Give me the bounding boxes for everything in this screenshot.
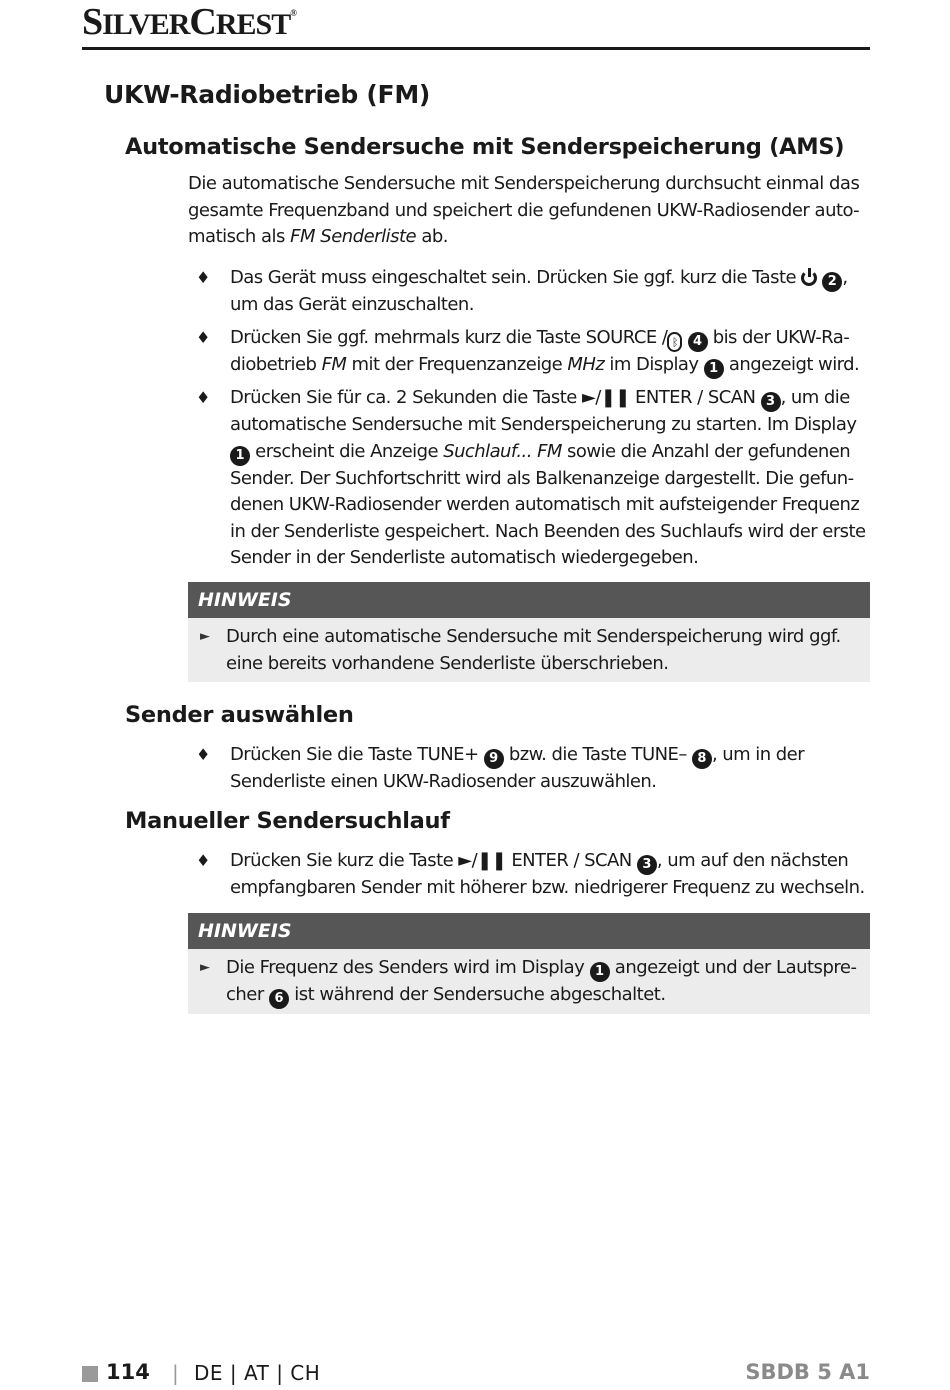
country-codes: DE | AT | CH <box>194 1361 321 1385</box>
list-item: ♦ Drücken Sie ggf. mehrmals kurz die Taste SOURCE / ᛒ 4 bis der UKW-Radiobetrieb FM mit der Frequenzanzeige MHz im Display 1 angezeigt wird. <box>196 325 871 379</box>
footer-separator: | <box>172 1361 179 1385</box>
list-item: ♦ Drücken Sie kurz die Taste ►/❚❚ ENTER / SCAN 3 , um auf den nächsten empfangbaren Sender mit höherer bzw. niedrigerer Frequenz zu wechseln. <box>196 850 865 898</box>
brand-logo: SILVERCREST® <box>82 1 296 43</box>
diamond-bullet-icon: ♦ <box>196 388 210 407</box>
note-text: Durch eine automatische Sendersuche mit Senderspeicherung wird ggf. eine bereits vorhandene Senderliste überschrieben. <box>226 626 841 674</box>
list-item: ♦ Drücken Sie für ca. 2 Sekunden die Taste ►/❚❚ ENTER / SCAN 3 , um die automatische Sendersuche mit Senderspeicherung zu starten. Im Display 1 erscheint die Anzeige Suchlauf... FM sowie die Anzahl der gefundenen Sender. Der Suchfortschritt wird als Balkenanzeige dargestellt. Die gefundenen UKW-Radiosender werden automatisch mit aufsteigender Frequenz in der Senderliste gespeichert. Nach Beenden des Suchlaufs wird der erste Sender in der Senderliste automatisch wiedergegeben. <box>196 387 866 568</box>
list-item: ♦ Drücken Sie die Taste TUNE+ 9 bzw. die Taste TUNE– 8 , um in der Senderliste einen UKW-Radiosender auszuwählen. <box>196 744 805 792</box>
page-number: 114 <box>106 1360 150 1384</box>
power-icon <box>801 270 817 286</box>
arrow-bullet-icon: ► <box>200 629 210 644</box>
diamond-bullet-icon: ♦ <box>196 328 210 347</box>
note-title: HINWEIS <box>188 582 870 618</box>
note-box <box>188 582 870 682</box>
square-marker-icon <box>82 1366 98 1382</box>
note-text: Die Frequenz des Senders wird im Display 1 angezeigt und der Lautsprecher 6 ist während der Sendersuche abgeschaltet. <box>226 957 857 1005</box>
model-number: SBDB 5 A1 <box>745 1360 870 1384</box>
list-item: ♦ Das Gerät muss eingeschaltet sein. Drücken Sie ggf. kurz die Taste 2 , um das Gerät einzuschalten. <box>196 267 848 315</box>
intro-paragraph: Die automatische Sendersuche mit Senderspeicherung durchsucht einmal das gesamte Frequenzband und speichert die gefundenen UKW-Radiosender automatisch als FM Senderliste ab. <box>188 173 860 247</box>
bluetooth-icon: ᛒ <box>667 332 682 352</box>
page-title: UKW-Radiobetrieb (FM) <box>104 80 431 109</box>
diamond-bullet-icon: ♦ <box>196 745 210 764</box>
note-box <box>188 913 870 1014</box>
note-title: HINWEIS <box>188 913 870 949</box>
section-title-manual: Manueller Sendersuchlauf <box>125 808 450 834</box>
header-rule <box>82 47 870 50</box>
diamond-bullet-icon: ♦ <box>196 268 210 287</box>
section-title-ams: Automatische Sendersuche mit Senderspeicherung (AMS) <box>125 134 845 160</box>
diamond-bullet-icon: ♦ <box>196 851 210 870</box>
arrow-bullet-icon: ► <box>200 960 210 975</box>
section-title-select: Sender auswählen <box>125 702 354 728</box>
